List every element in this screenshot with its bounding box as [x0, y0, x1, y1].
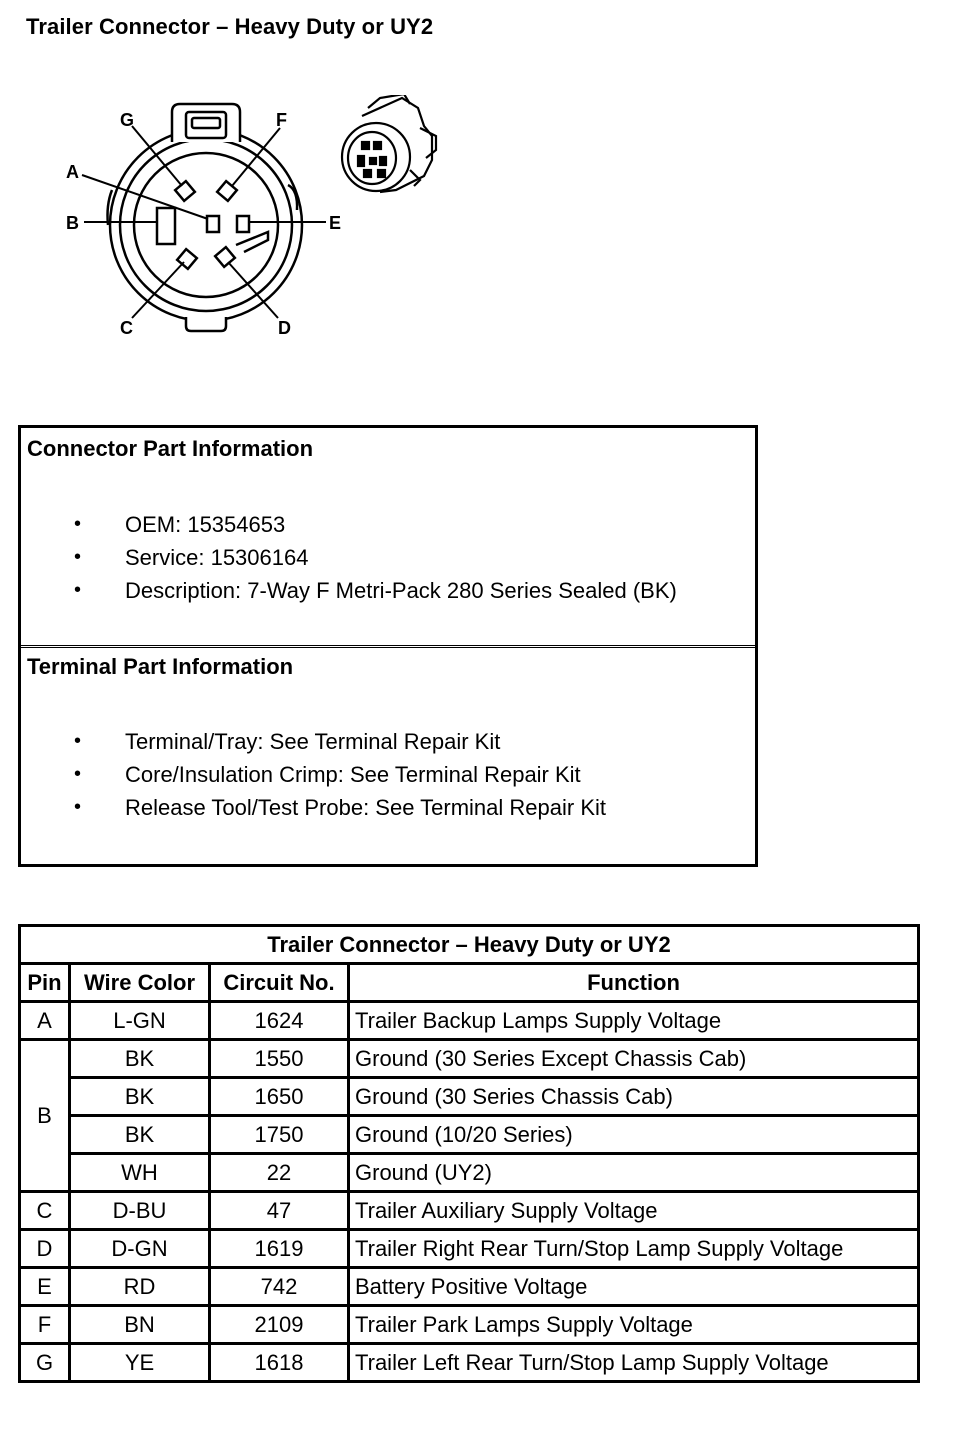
table-row	[20, 1268, 919, 1306]
pin-label-d: D	[278, 318, 291, 338]
pin-label-f: F	[276, 110, 287, 130]
table-row	[20, 1154, 919, 1192]
list-item	[21, 574, 677, 607]
list-item-text: Service: 15306164	[125, 545, 309, 570]
cell-wire-color: BK	[70, 1078, 210, 1116]
pin-g-cavity	[175, 181, 195, 201]
terminal-info-list	[21, 725, 606, 824]
pin-d-cavity	[215, 247, 235, 267]
page-title: Trailer Connector – Heavy Duty or UY2	[26, 14, 434, 39]
table-row	[20, 1040, 919, 1078]
cell-wire-color: RD	[70, 1268, 210, 1306]
cell-wire-color: BK	[70, 1040, 210, 1078]
bullet: •	[74, 796, 82, 818]
table-title-row	[20, 926, 919, 964]
cell-function: Ground (30 Series Except Chassis Cab)	[349, 1040, 919, 1078]
table-row	[20, 1078, 919, 1116]
list-item-text: OEM: 15354653	[125, 512, 286, 537]
connector-diagram	[0, 95, 460, 345]
bullet: •	[74, 513, 82, 535]
connector-info-list	[21, 508, 677, 607]
list-item	[21, 725, 606, 758]
column-header-circuit: Circuit No.	[210, 964, 349, 1002]
list-item-text: Description: 7-Way F Metri-Pack 280 Series Sealed (BK)	[125, 578, 677, 603]
cell-circuit: 1618	[210, 1344, 349, 1382]
bullet: •	[74, 579, 82, 601]
cell-circuit: 1650	[210, 1078, 349, 1116]
cell-pin: F	[20, 1306, 70, 1344]
cell-pin: E	[20, 1268, 70, 1306]
table-row	[20, 1230, 919, 1268]
cell-wire-color: BN	[70, 1306, 210, 1344]
cell-circuit: 2109	[210, 1306, 349, 1344]
cell-function: Battery Positive Voltage	[349, 1268, 919, 1306]
list-item-text: Release Tool/Test Probe: See Terminal Repair Kit	[125, 795, 606, 820]
list-item	[21, 541, 677, 574]
cell-function: Trailer Auxiliary Supply Voltage	[349, 1192, 919, 1230]
connector-info-box	[18, 425, 758, 648]
cell-function: Trailer Park Lamps Supply Voltage	[349, 1306, 919, 1344]
connector-perspective-view	[342, 95, 436, 192]
pin-b-cavity	[157, 208, 175, 244]
cell-wire-color: L-GN	[70, 1002, 210, 1040]
terminal-info-box	[18, 645, 758, 867]
table-row	[20, 1306, 919, 1344]
cell-circuit: 1750	[210, 1116, 349, 1154]
column-header-wire-color: Wire Color	[70, 964, 210, 1002]
list-item-text: Core/Insulation Crimp: See Terminal Repair Kit	[125, 762, 581, 787]
cell-function: Trailer Right Rear Turn/Stop Lamp Supply Voltage	[349, 1230, 919, 1268]
cell-function: Ground (10/20 Series)	[349, 1116, 919, 1154]
list-item	[21, 791, 606, 824]
table-title: Trailer Connector – Heavy Duty or UY2	[20, 926, 919, 964]
cell-circuit: 1550	[210, 1040, 349, 1078]
cell-wire-color: WH	[70, 1154, 210, 1192]
bullet: •	[74, 730, 82, 752]
terminal-info-heading: Terminal Part Information	[27, 654, 294, 679]
table-row	[20, 1192, 919, 1230]
table-row	[20, 1116, 919, 1154]
cell-pin: A	[20, 1002, 70, 1040]
cell-pin: B	[20, 1040, 70, 1192]
connector-latch	[172, 104, 240, 142]
column-header-pin: Pin	[20, 964, 70, 1002]
table-header-row	[20, 964, 919, 1002]
list-item-text: Terminal/Tray: See Terminal Repair Kit	[125, 729, 501, 754]
cell-function: Ground (30 Series Chassis Cab)	[349, 1078, 919, 1116]
pin-label-c: C	[120, 318, 133, 338]
column-header-function: Function	[349, 964, 919, 1002]
cell-wire-color: D-BU	[70, 1192, 210, 1230]
pin-label-b: B	[66, 213, 79, 233]
bullet: •	[74, 763, 82, 785]
cell-pin: D	[20, 1230, 70, 1268]
pin-table	[18, 924, 920, 1383]
cell-function: Ground (UY2)	[349, 1154, 919, 1192]
connector-info-heading: Connector Part Information	[27, 436, 314, 461]
pin-label-e: E	[329, 213, 342, 233]
pin-label-g: G	[120, 110, 135, 130]
bullet: •	[74, 546, 82, 568]
cell-circuit: 1624	[210, 1002, 349, 1040]
table-row	[20, 1344, 919, 1382]
cell-circuit: 22	[210, 1154, 349, 1192]
cell-circuit: 742	[210, 1268, 349, 1306]
cell-pin: G	[20, 1344, 70, 1382]
cell-pin: C	[20, 1192, 70, 1230]
connector-bottom-tab	[186, 317, 226, 331]
cell-wire-color: YE	[70, 1344, 210, 1382]
pin-center-cavity	[207, 216, 219, 232]
pin-label-a: A	[66, 162, 79, 182]
cell-wire-color: BK	[70, 1116, 210, 1154]
cell-function: Trailer Left Rear Turn/Stop Lamp Supply Voltage	[349, 1344, 919, 1382]
cell-wire-color: D-GN	[70, 1230, 210, 1268]
table-row	[20, 1002, 919, 1040]
cell-function: Trailer Backup Lamps Supply Voltage	[349, 1002, 919, 1040]
cell-circuit: 1619	[210, 1230, 349, 1268]
pin-e-cavity	[237, 216, 249, 232]
cell-circuit: 47	[210, 1192, 349, 1230]
list-item	[21, 758, 606, 791]
list-item	[21, 508, 677, 541]
